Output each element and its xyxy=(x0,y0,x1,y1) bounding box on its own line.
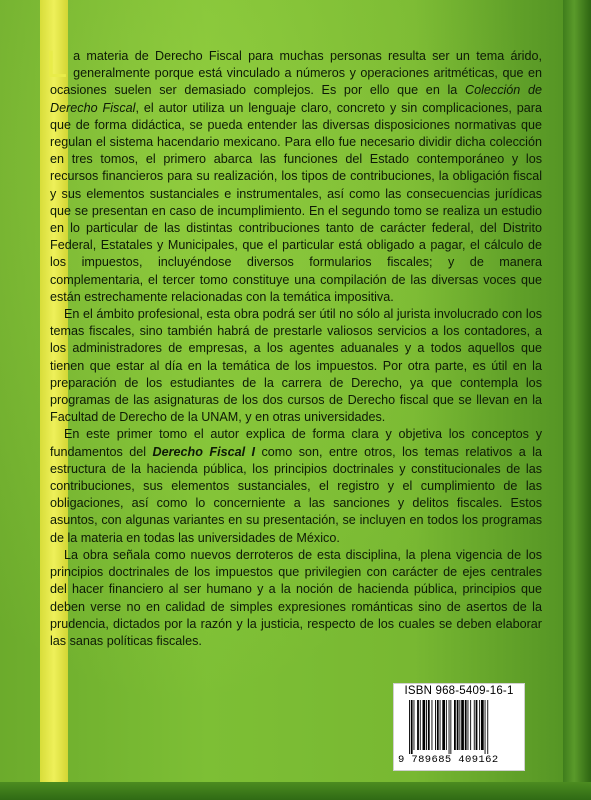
isbn-barcode-label xyxy=(393,683,525,771)
paragraph-3-text-b: como son, entre otros, los temas relativos a la estructura de la hacienda pública, los principios doctrinales y constitucionales de las contribuciones, sus elementos sustanciales, el registro y el cumplimiento de las obligaciones, así como lo concerniente a las sanciones y delitos fiscales. Estos asuntos, con algunas variantes en su presentación, se incluyen en todos los programas de la materia en todas las universidades de México. xyxy=(50,444,542,545)
paragraph-1 xyxy=(46,44,542,306)
book-title: Derecho Fiscal I xyxy=(152,444,256,459)
paragraph-3-text-a: En este primer tomo el autor explica de forma clara y objetiva los conceptos y fundamentos del xyxy=(50,427,542,459)
paragraph-4: La obra señala como nuevos derroteros de esta disciplina, la plena vigencia de los principios doctrinales de los impuestos que privilegien con carácter de ejes centrales del hacer financiero al ser humano y a la noción de hacienda pública, principios que deben verse no en calidad de simples expresiones románticas sino de asertos de la prudencia, dictados por la razón y la justicia, respecto de los cuales se deben elaborar las sanas políticas fiscales. xyxy=(50,547,542,648)
paragraph-1-text-a: a materia de Derecho Fiscal para muchas personas resulta ser un tema árido, generalmente porque está vinculado a números y operaciones aritméticas, que en ocasiones suelen ser demasiado complejos. Es por ello que en la xyxy=(50,49,542,98)
collection-title: Colección de Derecho Fiscal xyxy=(50,83,542,115)
paragraph-1-text-b: , el autor utiliza un lenguaje claro, concreto y sin complicaciones, para que de forma didáctica, se pueda entender las diversas disposiciones normativas que regulan el sistema hacendario mexicano. Para ello fue necesario dividir dicha colección en tres tomos, el primero abarca las funciones del Estado contemporáneo y los recursos financieros para su realización, los tipos de contribuciones, la obligación fiscal y sus elementos sustanciales e instrumentales, así como las consecuencias jurídicas que se presentan en caso de incumplimiento. En el segundo tomo se realiza un estudio en lo particular de las distintas contribuciones tanto de carácter federal, del Distrito Federal, Estatales y Municipales, que el particular está obligado a pagar, el cálculo de los impuestos, incluyéndose diversos formularios fiscales; y de manera complementaria, el tercer tomo constituye una compilación de las diversas voces que están estrechamente relacionadas con la temática impositiva. xyxy=(50,100,542,304)
cover-right-edge xyxy=(563,0,591,800)
barcode-icon xyxy=(408,700,514,754)
paragraph-2: En el ámbito profesional, esta obra podrá ser útil no sólo al jurista involucrado con los temas fiscales, sino también habrá de prestarle valiosos servicios a los contadores, a los administradores de empresas, a los agentes aduanales y a todos aquellos que tienen que estar al día en la temática de los impuestos. Por otra parte, es útil en la preparación de los estudiantes de la carrera de Derecho, ya que contempla los programas de las asignaturas de los dos cursos de Derecho fiscal que se llevan en la Facultad de Derecho de la UNAM, y en otras universidades. xyxy=(50,307,542,425)
cover-bottom-edge xyxy=(0,782,591,800)
barcode-digits: 9 789685 409162 xyxy=(398,754,499,766)
isbn-number: ISBN 968-5409-16-1 xyxy=(404,685,514,697)
drop-cap: L xyxy=(46,44,68,86)
paragraph-3 xyxy=(50,426,542,546)
synopsis-text xyxy=(46,44,542,650)
